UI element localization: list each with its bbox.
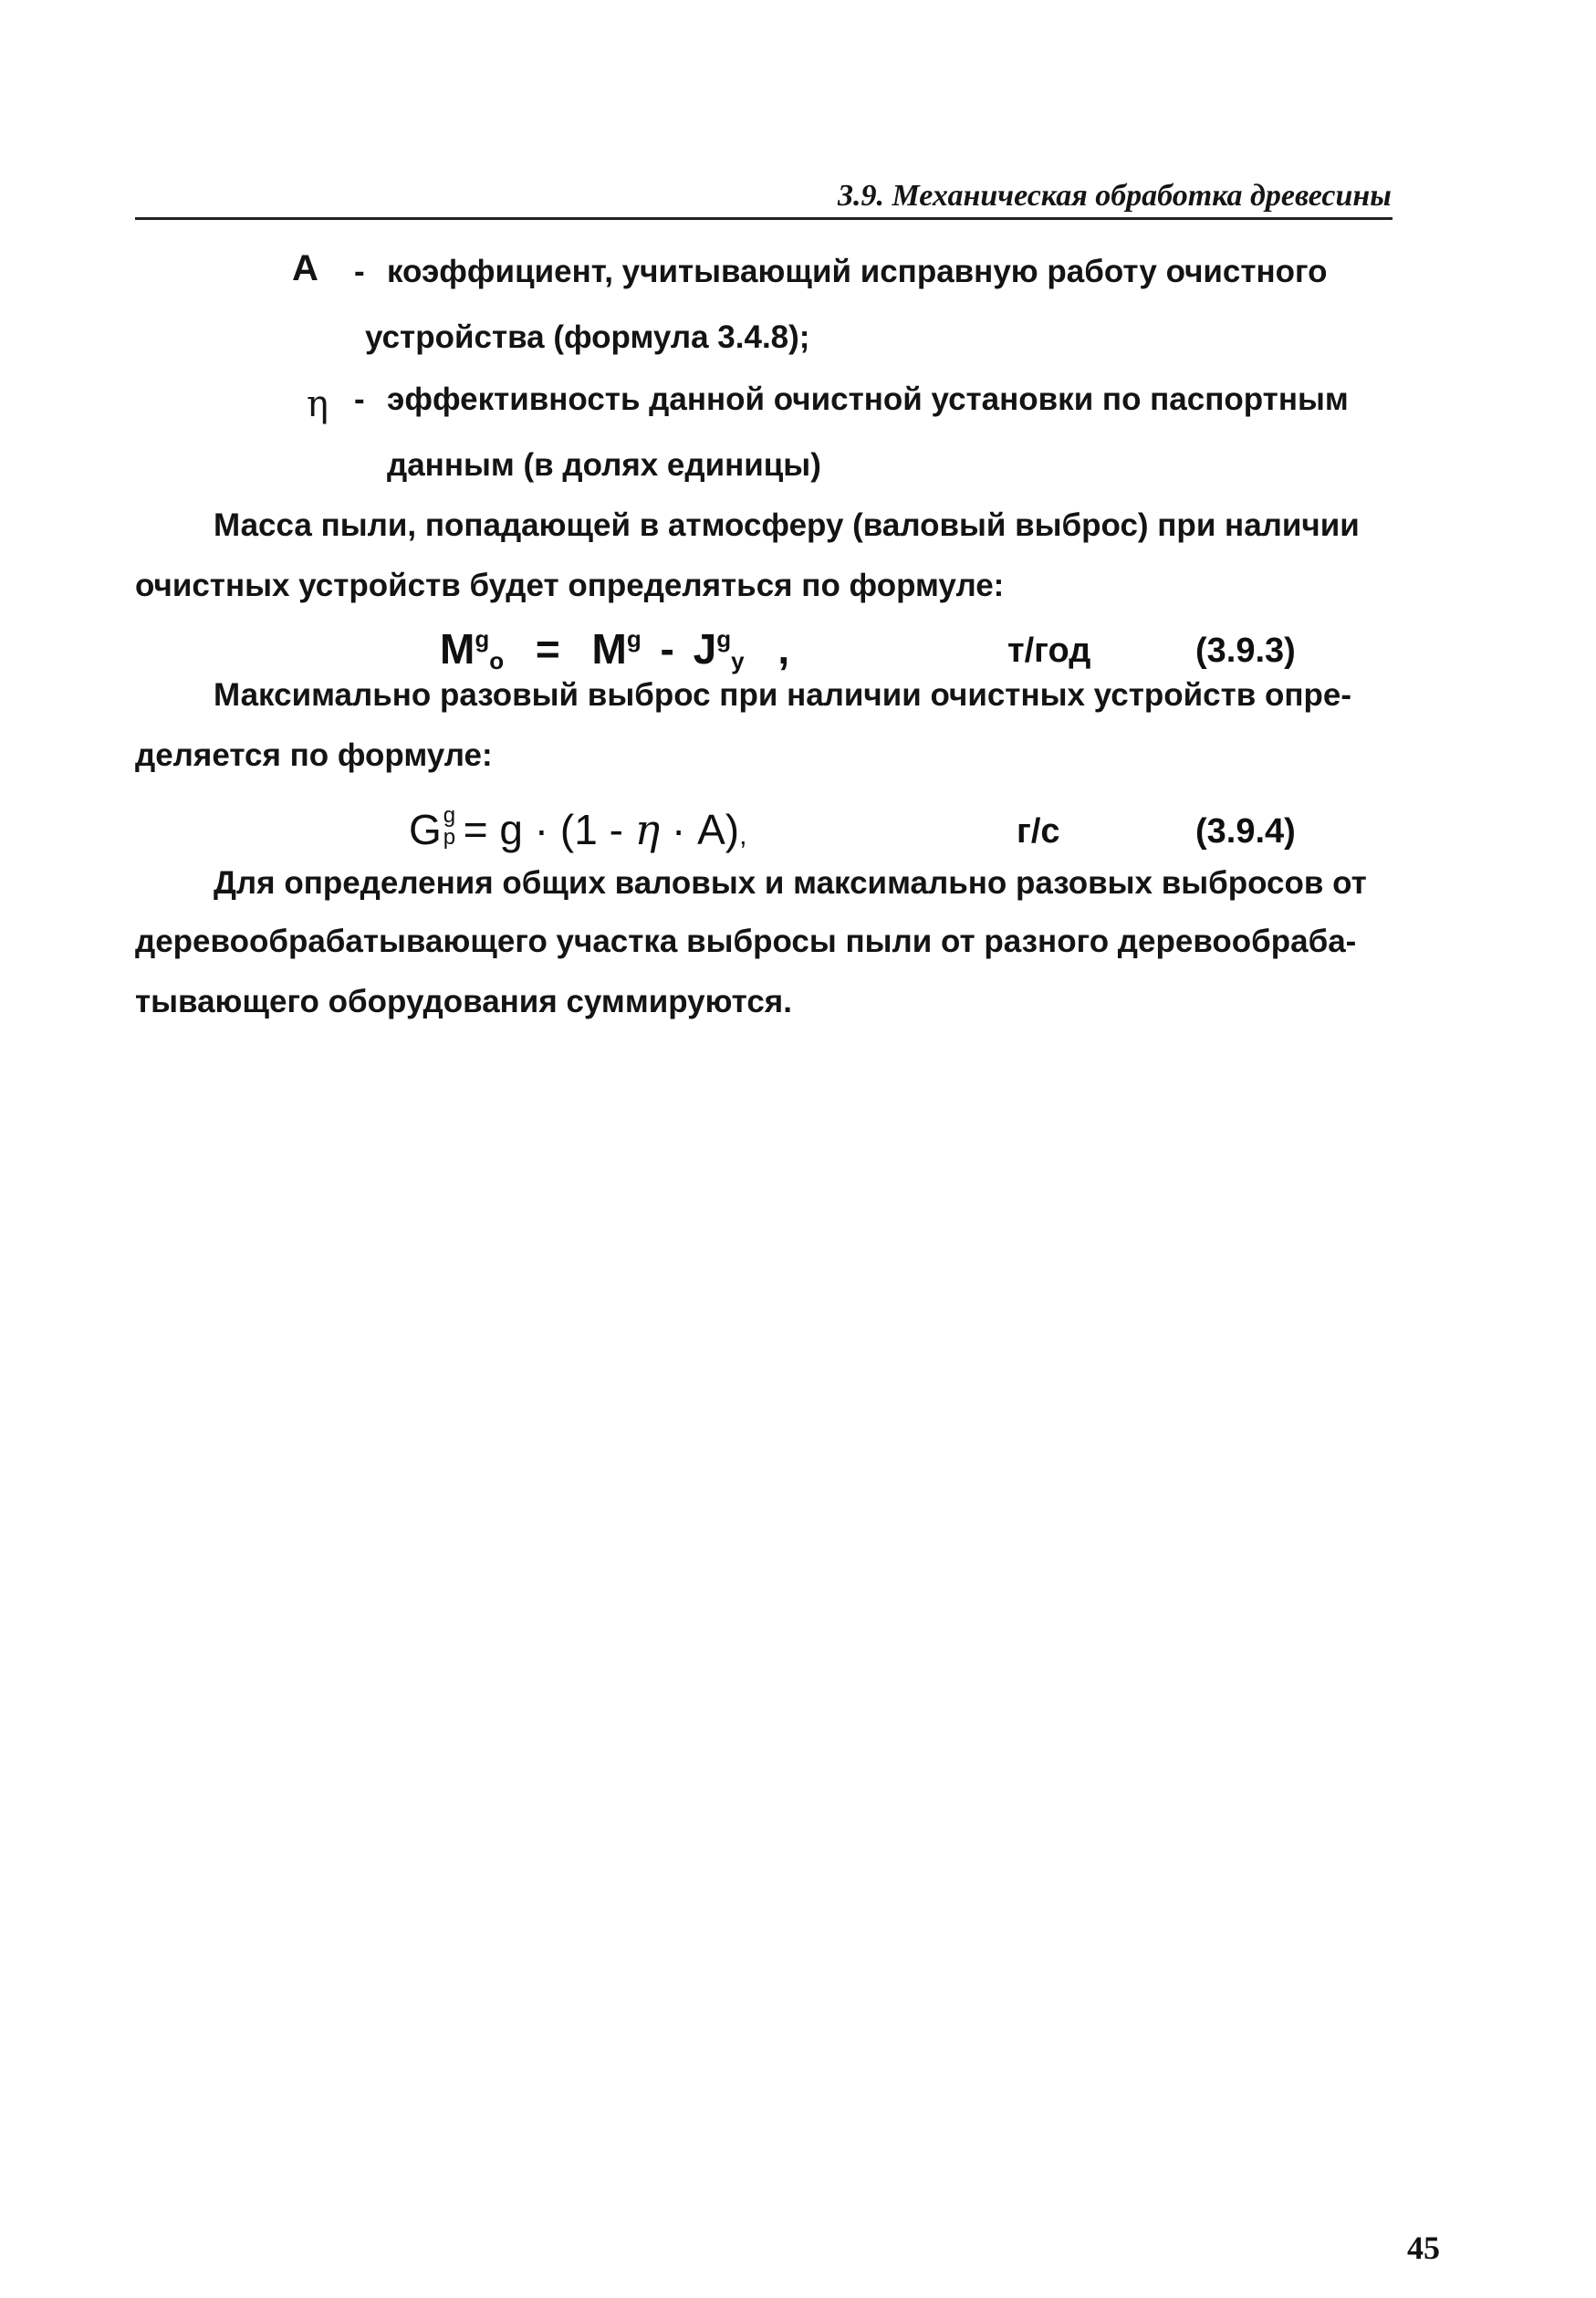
eq1-equals: =: [535, 625, 560, 673]
eq2-lhs-sub: p: [443, 825, 456, 850]
running-header-title: 3.9. Механическая обработка древесины: [838, 179, 1392, 213]
eq1-minus: -: [660, 625, 674, 673]
definition-a-line1: коэффициент, учитывающий исправную работу очистного: [387, 254, 1328, 289]
eq1-lhs-sub: o: [489, 647, 505, 674]
definition-symbol-a: А: [292, 248, 318, 288]
eq1-rhs2-base: J: [693, 625, 717, 673]
eq1-lhs-sup: g: [475, 625, 490, 653]
eq1-rhs2-sub: y: [731, 647, 745, 674]
equation-3-9-4: [409, 805, 746, 854]
paragraph3-line2: деревообрабатывающего участка выбросы пыли от разного деревообраба-: [135, 924, 1357, 959]
eq2-lhs-scripts: [442, 803, 464, 850]
paragraph1-line1: Масса пыли, попадающей в атмосферу (валовый выброс) при наличии: [214, 507, 1360, 543]
header-rule: [135, 217, 1393, 220]
paragraph2-line1: Максимально разовый выброс при наличии очистных устройств опре-: [214, 677, 1352, 713]
eq2-lhs-sup: g: [443, 803, 456, 828]
eq1-number: (3.9.3): [1195, 632, 1296, 670]
eq1-rhs1-base: M: [591, 625, 627, 673]
definition-eta-line1: эффективность данной очистной установки по паспортным: [387, 381, 1349, 417]
paragraph3-line1: Для определения общих валовых и максимально разовых выбросов от: [214, 865, 1367, 901]
equation-3-9-3: [440, 624, 789, 675]
eq1-comma: ,: [777, 625, 790, 673]
definition-a-line2: устройства (формула 3.4.8);: [365, 319, 810, 355]
definition-dash-eta: -: [354, 381, 365, 417]
eq1-lhs-base: M: [440, 625, 475, 673]
definition-eta-line2: данным (в долях единицы): [387, 447, 821, 483]
page-number: 45: [1407, 2230, 1440, 2266]
eq2-comma: ,: [739, 820, 747, 851]
eq2-rhs-tail: · A): [660, 806, 740, 853]
paragraph2-line2: деляется по формуле:: [135, 737, 493, 773]
eq2-eta: η: [634, 805, 661, 854]
eq1-rhs2-sup: g: [716, 625, 732, 653]
definition-symbol-eta: η: [307, 383, 329, 425]
paragraph3-line3: тывающего оборудования суммируются.: [135, 984, 792, 1019]
paragraph1-line2: очистных устройств будет определяться по формуле:: [135, 568, 1005, 603]
eq2-lhs-base: G: [409, 806, 442, 853]
eq2-rhs: = g · (1 -: [463, 806, 635, 853]
eq2-number: (3.9.4): [1195, 812, 1296, 851]
eq1-rhs1-sup: g: [626, 625, 642, 653]
eq1-unit: т/год: [1007, 632, 1091, 670]
eq2-unit: г/с: [1017, 812, 1060, 851]
definition-dash-a: -: [354, 254, 365, 289]
